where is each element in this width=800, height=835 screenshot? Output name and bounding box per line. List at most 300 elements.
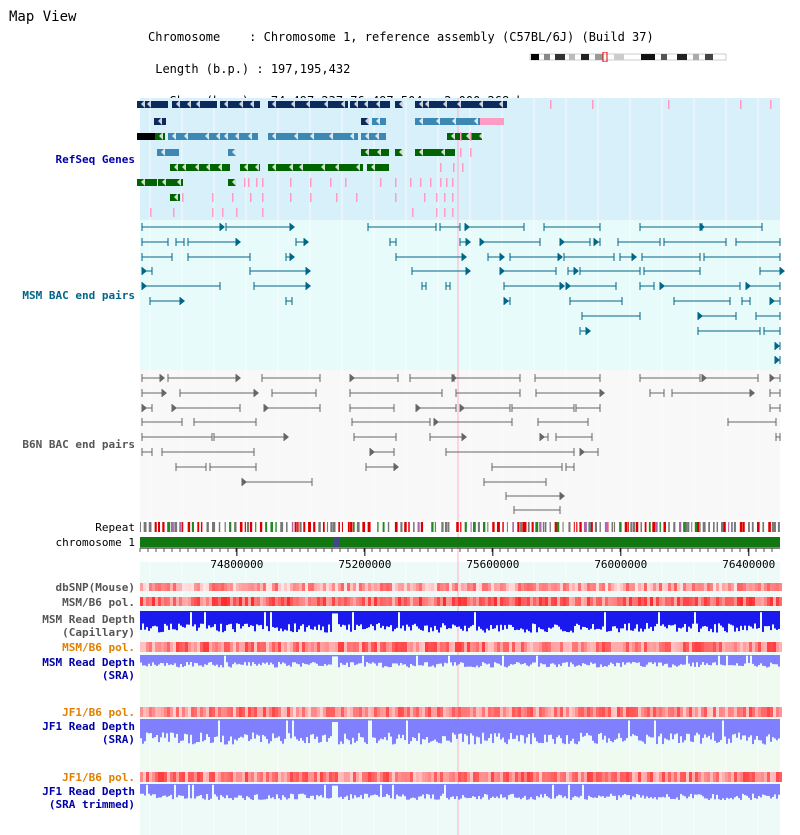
polymorphism-cell	[656, 597, 659, 606]
msm-pol-sra-label[interactable]: MSM/B6 pol.	[62, 641, 135, 654]
refseq-genes-label[interactable]: RefSeq Genes	[55, 153, 135, 166]
repeat-element	[731, 522, 733, 532]
polymorphism-cell	[710, 597, 713, 606]
polymorphism-cell	[746, 583, 749, 591]
depth-bar	[722, 784, 724, 798]
polymorphism-cell	[671, 772, 674, 782]
polymorphism-cell	[398, 772, 401, 782]
gene-block	[137, 133, 155, 140]
polymorphism-cell	[383, 707, 386, 717]
polymorphism-cell	[182, 642, 185, 652]
polymorphism-cell	[671, 597, 674, 606]
repeat-element	[734, 522, 736, 532]
depth-bar	[168, 784, 170, 796]
pink-feature	[356, 193, 358, 202]
depth-bar	[436, 719, 438, 742]
polymorphism-cell	[158, 707, 161, 717]
polymorphism-cell	[305, 583, 308, 591]
depth-bar	[488, 611, 490, 630]
depth-bar	[704, 655, 706, 665]
depth-bar	[678, 784, 680, 800]
polymorphism-cell	[170, 707, 173, 717]
polymorphism-cell	[413, 707, 416, 717]
pink-feature	[452, 178, 454, 187]
depth-bar	[146, 655, 148, 666]
polymorphism-cell	[632, 772, 635, 782]
depth-bar	[216, 719, 218, 737]
depth-bar	[750, 719, 752, 735]
pink-feature	[430, 178, 432, 187]
polymorphism-cell	[341, 772, 344, 782]
polymorphism-cell	[158, 772, 161, 782]
polymorphism-cell	[251, 707, 254, 717]
depth-bar	[582, 719, 584, 737]
depth-bar	[540, 784, 542, 794]
depth-bar	[382, 611, 384, 626]
depth-bar	[660, 655, 662, 663]
depth-bar	[220, 719, 222, 742]
depth-bar	[676, 655, 678, 667]
depth-bar	[580, 655, 582, 666]
polymorphism-cell	[716, 707, 719, 717]
depth-bar	[586, 719, 588, 733]
depth-bar	[628, 719, 630, 721]
depth-bar	[470, 784, 472, 798]
polymorphism-cell	[167, 707, 170, 717]
depth-bar	[516, 611, 518, 630]
polymorphism-cell	[539, 642, 542, 652]
depth-bar	[652, 611, 654, 631]
msm-bac-label[interactable]: MSM BAC end pairs	[22, 289, 135, 302]
polymorphism-cell	[476, 642, 479, 652]
jf1-pol-trimmed-label[interactable]: JF1/B6 pol.	[62, 771, 135, 784]
depth-bar	[518, 655, 520, 663]
depth-bar	[320, 784, 322, 795]
depth-bar	[504, 611, 506, 625]
depth-bar	[654, 719, 656, 721]
depth-bar	[206, 655, 208, 665]
depth-bar	[258, 719, 260, 736]
depth-bar	[262, 611, 264, 629]
polymorphism-cell	[140, 583, 143, 591]
depth-bar	[530, 611, 532, 633]
polymorphism-cell	[194, 583, 197, 591]
polymorphism-cell	[338, 707, 341, 717]
jf1-depth-trimmed-label[interactable]: JF1 Read Depth	[42, 785, 135, 798]
polymorphism-cell	[218, 597, 221, 606]
repeat-element	[520, 522, 522, 532]
polymorphism-cell	[740, 707, 743, 717]
polymorphism-cell	[485, 583, 488, 591]
depth-bar	[342, 611, 344, 625]
repeat-element	[182, 522, 183, 532]
depth-bar	[336, 784, 338, 786]
depth-bar	[344, 655, 346, 665]
depth-bar	[306, 611, 308, 627]
depth-bar	[152, 784, 154, 794]
repeat-element	[522, 522, 525, 532]
depth-bar	[718, 655, 720, 656]
polymorphism-cell	[431, 772, 434, 782]
polymorphism-cell	[491, 707, 494, 717]
polymorphism-cell	[776, 642, 779, 652]
depth-bar	[510, 655, 512, 664]
depth-bar	[624, 719, 626, 740]
polymorphism-cell	[194, 597, 197, 606]
depth-bar	[284, 655, 286, 664]
polymorphism-cell	[461, 772, 464, 782]
depth-bar	[572, 719, 574, 739]
depth-bar	[140, 655, 142, 662]
depth-bar	[696, 611, 698, 624]
msm-depth-sra-label[interactable]: MSM Read Depth	[42, 656, 135, 669]
polymorphism-cell	[491, 642, 494, 652]
depth-bar	[246, 784, 248, 796]
depth-bar	[732, 611, 734, 626]
polymorphism-cell	[764, 583, 767, 591]
depth-bar	[268, 611, 270, 631]
depth-bar	[616, 655, 618, 663]
depth-bar	[346, 655, 348, 663]
polymorphism-cell	[410, 642, 413, 652]
polymorphism-cell	[683, 597, 686, 606]
depth-bar	[526, 611, 528, 630]
repeat-element	[255, 522, 256, 532]
depth-bar	[554, 611, 556, 624]
depth-bar	[526, 655, 528, 665]
repeat-element	[431, 522, 433, 532]
polymorphism-cell	[335, 772, 338, 782]
depth-bar	[242, 784, 244, 798]
depth-bar	[488, 655, 490, 664]
polymorphism-cell	[746, 642, 749, 652]
depth-bar	[434, 655, 436, 667]
polymorphism-cell	[359, 707, 362, 717]
depth-bar	[686, 655, 688, 656]
polymorphism-cell	[722, 642, 725, 652]
depth-bar	[196, 611, 198, 631]
depth-bar	[204, 719, 206, 740]
depth-bar	[322, 611, 324, 626]
polymorphism-cell	[575, 597, 578, 606]
polymorphism-cell	[614, 772, 617, 782]
depth-bar	[716, 611, 718, 633]
depth-bar	[756, 784, 758, 799]
depth-bar	[544, 719, 546, 735]
depth-bar	[280, 655, 282, 664]
depth-bar	[736, 611, 738, 628]
polymorphism-cell	[251, 597, 254, 606]
polymorphism-cell	[368, 583, 371, 591]
depth-bar	[730, 719, 732, 743]
polymorphism-cell	[653, 642, 656, 652]
polymorphism-cell	[371, 597, 374, 606]
jf1-pol-label[interactable]: JF1/B6 pol.	[62, 706, 135, 719]
depth-bar	[534, 784, 536, 800]
polymorphism-cell	[719, 772, 722, 782]
repeat-element	[563, 522, 564, 532]
depth-bar	[590, 611, 592, 629]
depth-bar	[486, 719, 488, 741]
polymorphism-cell	[470, 583, 473, 591]
polymorphism-cell	[584, 642, 587, 652]
polymorphism-cell	[674, 583, 677, 591]
polymorphism-cell	[362, 707, 365, 717]
polymorphism-cell	[440, 583, 443, 591]
depth-bar	[680, 784, 682, 794]
depth-bar	[384, 655, 386, 666]
polymorphism-cell	[608, 583, 611, 591]
depth-bar	[778, 784, 780, 795]
polymorphism-cell	[308, 707, 311, 717]
depth-bar	[236, 655, 238, 664]
polymorphism-cell	[512, 583, 515, 591]
polymorphism-cell	[191, 583, 194, 591]
depth-bar	[318, 719, 320, 743]
polymorphism-cell	[215, 772, 218, 782]
depth-bar	[740, 784, 742, 800]
depth-bar	[276, 655, 278, 667]
depth-bar	[522, 784, 524, 798]
polymorphism-cell	[443, 597, 446, 606]
depth-bar	[650, 719, 652, 737]
depth-bar	[712, 719, 714, 733]
depth-bar	[746, 784, 748, 796]
polymorphism-cell	[524, 583, 527, 591]
depth-bar	[450, 784, 452, 797]
polymorphism-cell	[338, 597, 341, 606]
repeat-element	[703, 522, 706, 532]
polymorphism-cell	[623, 707, 626, 717]
polymorphism-cell	[149, 772, 152, 782]
repeat-element	[295, 522, 297, 532]
polymorphism-cell	[392, 597, 395, 606]
polymorphism-cell	[701, 642, 704, 652]
polymorphism-cell	[476, 597, 479, 606]
polymorphism-cell	[266, 597, 269, 606]
pink-feature	[236, 208, 238, 217]
depth-bar	[764, 655, 766, 666]
depth-bar	[278, 784, 280, 798]
depth-bar	[414, 719, 416, 738]
depth-bar	[636, 655, 638, 663]
depth-bar	[714, 655, 716, 662]
polymorphism-cell	[701, 597, 704, 606]
polymorphism-cell	[614, 597, 617, 606]
polymorphism-cell	[398, 583, 401, 591]
polymorphism-cell	[263, 583, 266, 591]
polymorphism-cell	[497, 707, 500, 717]
depth-bar	[636, 611, 638, 624]
depth-bar	[270, 611, 272, 612]
depth-bar	[524, 784, 526, 796]
depth-bar	[680, 611, 682, 628]
depth-bar	[216, 784, 218, 796]
polymorphism-cell	[557, 597, 560, 606]
polymorphism-cell	[209, 707, 212, 717]
depth-bar	[772, 784, 774, 797]
polymorphism-cell	[581, 772, 584, 782]
polymorphism-cell	[362, 772, 365, 782]
depth-bar	[512, 611, 514, 627]
polymorphism-cell	[344, 772, 347, 782]
depth-bar	[340, 719, 342, 741]
polymorphism-cell	[680, 772, 683, 782]
polymorphism-cell	[695, 642, 698, 652]
polymorphism-cell	[419, 642, 422, 652]
polymorphism-cell	[380, 583, 383, 591]
polymorphism-cell	[416, 772, 419, 782]
depth-bar	[456, 611, 458, 627]
polymorphism-cell	[659, 772, 662, 782]
depth-bar	[566, 611, 568, 632]
depth-bar	[374, 655, 376, 664]
polymorphism-cell	[749, 583, 752, 591]
polymorphism-cell	[506, 583, 509, 591]
depth-bar	[536, 655, 538, 656]
polymorphism-cell	[389, 772, 392, 782]
polymorphism-cell	[602, 642, 605, 652]
polymorphism-cell	[509, 642, 512, 652]
depth-bar	[420, 784, 422, 796]
depth-bar	[558, 655, 560, 664]
depth-bar	[288, 719, 290, 733]
polymorphism-cell	[668, 583, 671, 591]
polymorphism-cell	[155, 583, 158, 591]
depth-bar	[592, 719, 594, 741]
depth-bar	[648, 719, 650, 737]
polymorphism-cell	[620, 597, 623, 606]
polymorphism-cell	[710, 642, 713, 652]
polymorphism-cell	[761, 597, 764, 606]
depth-bar	[604, 611, 606, 612]
polymorphism-cell	[689, 597, 692, 606]
polymorphism-cell	[356, 597, 359, 606]
depth-bar	[628, 655, 630, 662]
depth-bar	[182, 784, 184, 796]
polymorphism-cell	[155, 642, 158, 652]
polymorphism-cell	[728, 642, 731, 652]
depth-bar	[426, 611, 428, 625]
polymorphism-cell	[146, 583, 149, 591]
polymorphism-cell	[437, 597, 440, 606]
polymorphism-cell	[590, 707, 593, 717]
depth-bar	[186, 719, 188, 734]
polymorphism-cell	[428, 583, 431, 591]
depth-bar	[496, 719, 498, 737]
polymorphism-cell	[287, 772, 290, 782]
depth-bar	[356, 784, 358, 797]
polymorphism-cell	[293, 642, 296, 652]
depth-bar	[458, 611, 460, 627]
polymorphism-cell	[662, 583, 665, 591]
depth-bar	[716, 784, 718, 795]
polymorphism-cell	[218, 583, 221, 591]
polymorphism-cell	[146, 642, 149, 652]
polymorphism-cell	[614, 583, 617, 591]
depth-bar	[702, 784, 704, 796]
polymorphism-cell	[755, 707, 758, 717]
depth-bar	[220, 611, 222, 624]
jf1-depth-sra-label[interactable]: JF1 Read Depth	[42, 720, 135, 733]
depth-bar	[154, 719, 156, 737]
depth-bar	[636, 784, 638, 794]
depth-bar	[432, 611, 434, 631]
polymorphism-cell	[362, 583, 365, 591]
axis-tick-label: 74800000	[210, 558, 264, 571]
polymorphism-cell	[716, 772, 719, 782]
repeat-element	[668, 522, 670, 532]
polymorphism-cell	[578, 707, 581, 717]
depth-bar	[650, 611, 652, 627]
polymorphism-cell	[488, 597, 491, 606]
polymorphism-cell	[662, 642, 665, 652]
polymorphism-cell	[155, 597, 158, 606]
depth-bar	[650, 784, 652, 797]
depth-bar	[222, 719, 224, 736]
polymorphism-cell	[323, 597, 326, 606]
polymorphism-cell	[770, 707, 773, 717]
depth-bar	[372, 784, 374, 795]
depth-bar	[152, 655, 154, 662]
polymorphism-cell	[224, 583, 227, 591]
depth-bar	[508, 655, 510, 666]
depth-bar	[742, 784, 744, 794]
polymorphism-cell	[410, 583, 413, 591]
depth-bar	[350, 611, 352, 632]
polymorphism-cell	[698, 597, 701, 606]
depth-bar	[714, 784, 716, 799]
polymorphism-cell	[611, 583, 614, 591]
depth-bar	[250, 655, 252, 666]
msm-depth-capillary-label[interactable]: MSM Read Depth	[42, 613, 135, 626]
polymorphism-cell	[173, 772, 176, 782]
polymorphism-cell	[641, 597, 644, 606]
depth-bar	[754, 784, 756, 798]
dbsnp-label[interactable]: dbSNP(Mouse)	[55, 581, 135, 594]
polymorphism-cell	[170, 597, 173, 606]
depth-bar	[722, 655, 724, 665]
polymorphism-cell	[494, 772, 497, 782]
polymorphism-cell	[248, 772, 251, 782]
depth-bar	[204, 611, 206, 612]
polymorphism-cell	[608, 597, 611, 606]
depth-bar	[374, 719, 376, 738]
polymorphism-cell	[428, 707, 431, 717]
b6n-bac-label[interactable]: B6N BAC end pairs	[22, 438, 135, 451]
depth-bar	[756, 719, 758, 736]
depth-bar	[686, 611, 688, 632]
polymorphism-cell	[200, 707, 203, 717]
depth-bar	[164, 719, 166, 738]
depth-bar	[500, 784, 502, 794]
depth-bar	[198, 784, 200, 796]
polymorphism-cell	[776, 772, 779, 782]
depth-bar	[412, 611, 414, 625]
depth-bar	[528, 655, 530, 666]
depth-bar	[758, 719, 760, 740]
polymorphism-cell	[722, 772, 725, 782]
msm-pol-capillary-label[interactable]: MSM/B6 pol.	[62, 596, 135, 609]
polymorphism-cell	[623, 597, 626, 606]
polymorphism-cell	[284, 597, 287, 606]
gene-block	[361, 149, 389, 156]
polymorphism-cell	[725, 707, 728, 717]
depth-bar	[326, 611, 328, 633]
polymorphism-cell	[152, 707, 155, 717]
polymorphism-cell	[218, 642, 221, 652]
depth-bar	[400, 655, 402, 663]
